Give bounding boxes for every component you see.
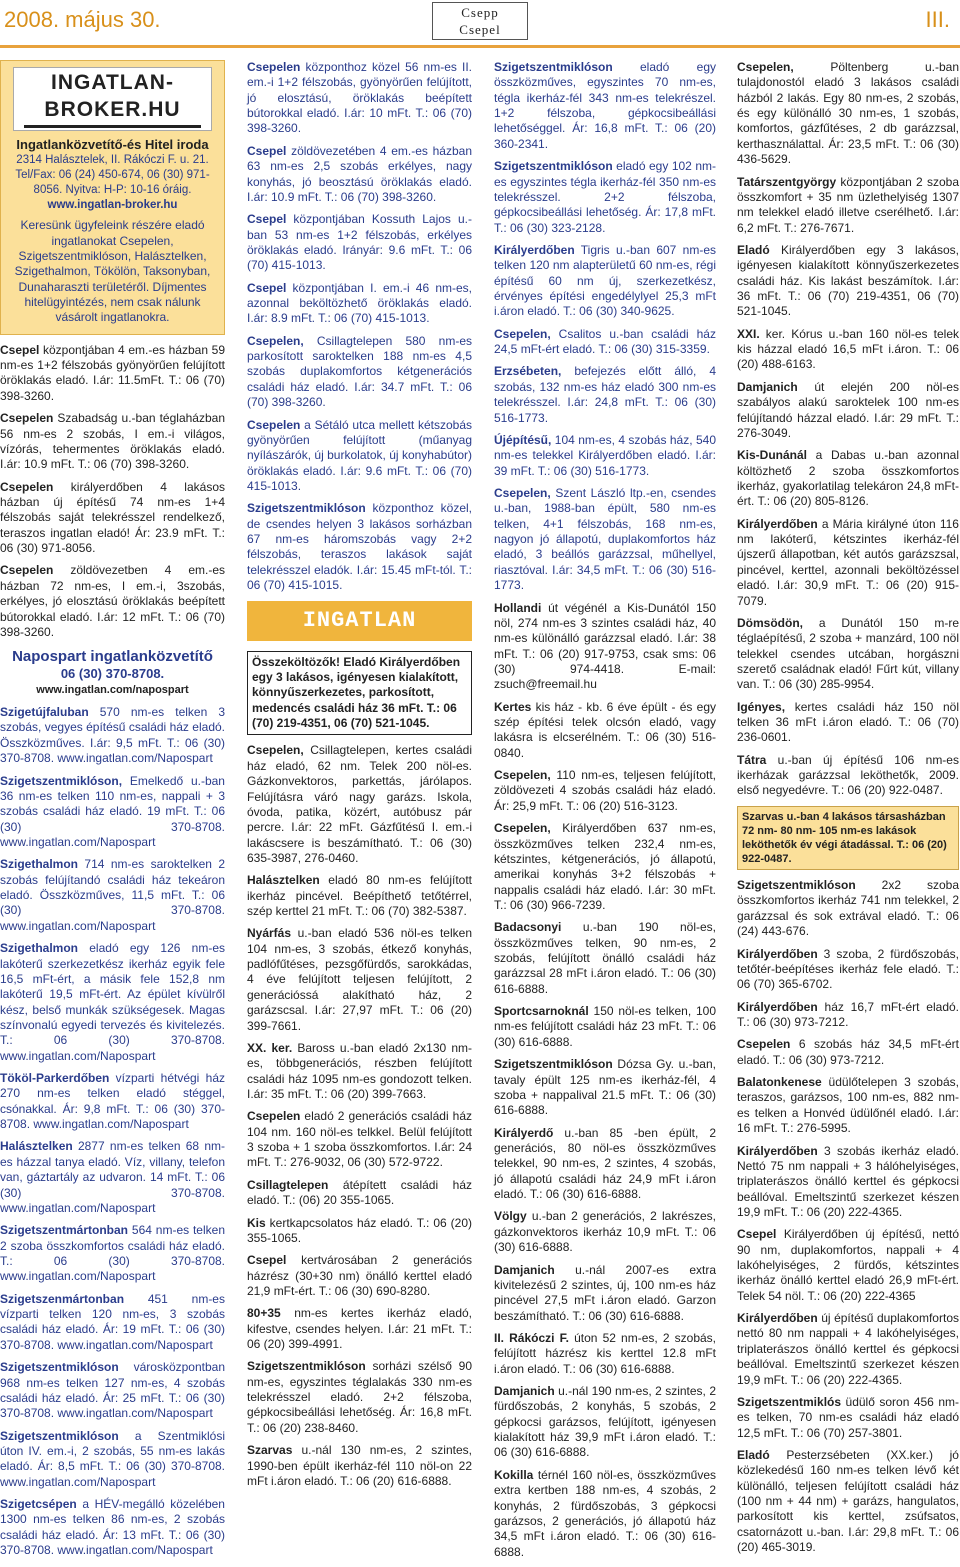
listing: Völgy u.-ban 2 generációs, 2 lakrészes, gázkonvektoros ikerház 10,9 mFt. T.: 06 (30) 616-6888. bbox=[494, 1209, 716, 1255]
listing: Dömsödön, a Dunától 150 m-re téglaépítésű, 2 szoba + manzárd, 100 nöl telekkel csendes utcában, horgászni szerető családnak eladó! Fűrt kút, villany van. T.: 06 (30) 285-9954. bbox=[737, 615, 959, 692]
listing: Halásztelken 2877 nm-es telken 68 nm-es házzal tanya eladó. Víz, villany, telefon van, gáztartály az udvaron. 14 mFt. T.: 06 (30) 370-8708. www.ingatlan.com/Napospart bbox=[0, 1139, 225, 1215]
listing: Csepelen, Szent László ltp.-en, csendes u.-ban, 1988-ban épült, 580 nm-es telken, 4+1 félszobás, 168 nm-es, nagyon jó állapotú, duplakomfortos ház eladó, 3 beállós garázzsal, műhellyel, riasztóval. I.ár: 34,5 mFt. T.: 06 (30) 516-1773. bbox=[494, 485, 716, 593]
broker-ad bbox=[0, 60, 225, 335]
listing: Damjanich út elején 200 nöl-es szabályos alakú saroktelek 100 nm-es felújítandó házzal eladó. I.ár: 29 mFt. T.: 276-3049. bbox=[737, 379, 959, 440]
highlight-box: Szarvas u.-ban 4 lakásos társasházban 72 nm- 80 nm- 105 nm-es lakások leköthetők év végi átadással. T.: 06 (20) 922-0487. bbox=[737, 806, 959, 870]
broker-ad-body: Keresünk ügyfeleink részére eladó ingatlanokat Csepelen, Szigetszentmiklóson, Halásztelken, Szigethalmon, Tökölön, Taksonyban, Dunaharaszti területéről. Díjmentes hitelügyintézés, nem csak nálunk vásárolt ingatlanokra. bbox=[14, 218, 211, 325]
column-3 bbox=[494, 60, 716, 1567]
listing: Csepel központjában I. em.-i 46 nm-es, azonnal beköltözhető öröklakás eladó. I.ár: 8.9 mFt. T.: 06 (70) 415-1013. bbox=[247, 280, 472, 326]
listing: Csepelen Szabadság u.-ban téglaházban 56 nm-es 2 szobás, I em.-i világos, vízórás, tehermentes öröklakás eladó. I.ár: 10.9 mFt. T.: 06 (70) 398-3260. bbox=[0, 411, 225, 472]
listing: Csepelen, Királyerdőben 637 nm-es, összközműves telken 232,4 nm-es, kétszintes, kétgenerációs, jó állapotú, amerikai konyhás 3+2 félszobás + nappalis családi ház eladó. I.ár: 30 mFt. T.: 06 (30) 966-7239. bbox=[494, 821, 716, 912]
listing: Csepelen 6 szobás ház 34,5 mFt-ért eladó. T.: 06 (30) 973-7212. bbox=[737, 1037, 959, 1067]
masthead-line1: Csepp bbox=[461, 5, 499, 20]
listing: Kis kertkapcsolatos ház eladó. T.: 06 (20) 355-1065. bbox=[247, 1215, 472, 1245]
listing: Tatárszentgyörgy központjában 2 szoba összkomfort + 35 nm üzlethelyiség 1307 nm telekkel eladó illetve cserélhető. I.ár: 6,2 mFt. T.: 276-7671. bbox=[737, 174, 959, 235]
listing: Damjanich u.-nál 190 nm-es, 2 szintes, 2 fürdőszobás, 2 konyhás, 5 szobás, 2 gépkocsi garázsos, felújított, igényesen kialakított ház 39,9 mFt i.áron eladó. T.: 06 (30) 616-6888. bbox=[494, 1384, 716, 1460]
listing: Erzsébeten, befejezés előtt álló, 4 szobás, 132 nm-es ház eladó 300 nm-es telekrésszel. I.ár: 24,8 mFt. T.: 06 (30) 516-1773. bbox=[494, 364, 716, 425]
napospart-phone: 06 (30) 370-8708. bbox=[60, 666, 165, 682]
listing: Királyerdőben Tigris u.-ban 607 nm-es telken 120 nm alapterületű 60 nm-es, régi építésű 60 nm új, szerkezetkész, érvényes építési engedélylyel 25,3 mFt i.áron eladó. T.: 06 (30) 340-9625. bbox=[494, 242, 716, 319]
listing: Csepelen, 110 nm-es, teljesen felújított, zöldövezeti 4 szobás családi ház eladó. Ár: 25,9 mFt. T.: 06 (20) 516-3123. bbox=[494, 768, 716, 813]
listing: Igényes, kertes családi ház 150 nöl telken 36 mFt i.áron eladó. T.: 06 (70) 236-0601. bbox=[737, 699, 959, 745]
column-1 bbox=[0, 60, 225, 1565]
listing: Szigetszentmiklóson 2x2 szoba összkomfortos ikerház 741 nm telekkel, 2 garázzsal és sok extrával eladó. T.: 06 (24) 443-676. bbox=[737, 878, 959, 939]
listing: Királyerdőben új építésű duplakomfortos nettó 80 nm nappali + 4 lakóhelyiséges, triplaterászos önálló kerttel és gépkocsi beállóval. Emeltszintű szerkezet készen 19,9 mFt. T.: 06 (20) 222-4365. bbox=[737, 1311, 959, 1387]
listing: Királyerdőben a Mária királyné úton 116 nm lakóterű, kétszintes ikerház-fél újszerű állapotban, két autós garázszsal, pincével, kerttel, azonnali beköltözéssel eladó. I.ár: 30,9 mFt. T.: 06 (20) 915-7079. bbox=[737, 516, 959, 608]
listing: Csillagtelepen átépített családi ház eladó. T.: (06) 20 355-1065. bbox=[247, 1177, 472, 1208]
broker-url: www.ingatlan-broker.hu bbox=[47, 198, 178, 211]
listing: Kertes kis ház - kb. 6 éve épült - és egy szép építési telek olcsón eladó, vagy lakásra is elcserélném. T.: 06 (30) 516-0840. bbox=[494, 699, 716, 760]
listing: Csepelen, Csillagtelepen 580 nm-es parkosított saroktelken 188 nm-es 4,5 szobás duplakomfortos kétgenerációs családi ház eladó. I.ár: 34.7 mFt. T.: 06 (70) 398-3260. bbox=[247, 333, 472, 410]
listing: Csepel központjában Kossuth Lajos u.-ban 53 nm-es 1+2 félszobás, erkélyes öröklakás eladó. Irányár: 9.6 mFt. T.: 06 (70) 415-1013. bbox=[247, 212, 472, 273]
page-header bbox=[0, 0, 960, 44]
listing: Szarvas u.-nál 130 nm-es, 2 szintes, 1990-ben épült ikerház-fél 110 nöl-on 22 mFt i.áron eladó. T.: 06 (20) 616-6888. bbox=[247, 1443, 472, 1488]
listing: Szigetszentmiklóson központhoz közel, de csendes helyen 3 lakásos sorházban 67 nm-es háromszobás vagy 2+2 félszobás, teraszos lakások saját telekrésszel eladók. I.ár: 15.45 mFt-tól. T.: 06 (70) 415-1015. bbox=[247, 501, 472, 593]
listing: Csepelen központhoz közel 56 nm-es II. em.-i 1+2 félszobás, gyönyörűen felújított, jó elosztású, öröklakás beépített bútorokkal eladó. I.ár: 10 mFt. T.: 06 (70) 398-3260. bbox=[247, 60, 472, 136]
listing: Csepel központjában 4 em.-es házban 59 nm-es 1+2 félszobás gyönyörűen felújított öröklakás eladó. I.ár: 11.5mFt. T.: 06 (70) 398-3260. bbox=[0, 342, 225, 403]
broker-ad-contact bbox=[7, 153, 218, 212]
broker-ad-title: Ingatlanközvetítő-és Hitel iroda bbox=[16, 136, 209, 152]
listing: Szigetszentmiklóson, Emelkedő u.-ban 36 nm-es telken 110 nm-es, nappali + 3 szobás családi ház eladó. 19 mFt. T.: 06 (30) 370-8708. www.ingatlan.com/Napospart bbox=[0, 773, 225, 849]
listing: Hollandi út végénél a Kis-Dunától 150 nöl, 274 nm-es 3 szintes családi ház, 40 nm-es különálló garázzsal eladó. I.ár: 38 mFt. T.: 06 (20) 917-9753, csak sms: 06 (30) 974-4418. E-mail: zsuch@freemail.hu bbox=[494, 600, 716, 692]
highlight-box: Összeköltözők! Eladó Királyerdőben egy 3 lakásos, igényesen kialakított, könnyűszerkezetes, parkosított, medencés családi ház 36 mFt. T.: 06 (70) 219-4351, 06 (70) 521-1045. bbox=[247, 651, 472, 736]
listing: 80+35 nm-es kertes ikerház eladó, kifestve, csendes helyen. I.ár: 21 mFt. T.: 06 (20) 399-4991. bbox=[247, 1306, 472, 1352]
listing: Királyerdőben 3 szoba, 2 fürdőszobás, tetőtér-beépítéses ikerház fele eladó. T.: 06 (70) 365-6702. bbox=[737, 946, 959, 992]
listing: Királyerdőben ház 16,7 mFt-ért eladó. T.: 06 (30) 973-7212. bbox=[737, 999, 959, 1029]
listing: Szigetszentmiklóson városközpontban 968 nm-es telken 127 nm-es, 4 szobás családi ház eladó. Ár: 25 mFt. T.: 06 (30) 370-8708. www.ingatlan.com/Napospart bbox=[0, 1360, 225, 1421]
listing: XXI. ker. Kórus u.-ban 160 nöl-es telek kis házzal eladó 16,5 mFt i.áron. T.: 06 (20) 488-6163. bbox=[737, 326, 959, 372]
listing: Csepel zöldövezetében 4 em.-es házban 63 nm-es 2,5 szobás erkélyes, nagy konyhás, jó beosztású öröklakás eladó. I.ár: 10.9 mFt. T.: 06 (70) 398-3260. bbox=[247, 143, 472, 204]
listing: Szigetszentmiklóson Dózsa Gy. u.-ban, tavaly épült 125 nm-es ikerház-fél, 4 szoba + nappalival 21.5 mFt. T.: 06 (30) 616-6888. bbox=[494, 1057, 716, 1118]
listing: Királyerdőben 3 szobás ikerház eladó. Nettó 75 nm nappali + 3 hálóhelyiséges, triplaterászos önálló kerttel és gépkocsi beállóval. Emeltszintű szerkezet készen 19,9 mFt. T.: 06 (20) 222-4365. bbox=[737, 1143, 959, 1219]
listing: Sportcsarnoknál 150 nöl-es telken, 100 nm-es felújított családi ház 23 mFt. T.: 06 (30) 616-6888. bbox=[494, 1004, 716, 1049]
masthead-line2: Csepel bbox=[459, 22, 501, 37]
listing: Csepelen zöldövezetben 4 em.-es házban 72 nm-es, I em.-i, 3szobás, erkélyes, jó elosztású öröklakás beépített bútorokkal eladó. I.ár: 12 mFt. T.: 06 (70) 398-3260. bbox=[0, 563, 225, 639]
broker-address: 2314 Halásztelek, II. Rákóczi F. u. 21. bbox=[16, 154, 209, 167]
issue-date: 2008. május 30. bbox=[4, 7, 161, 32]
listing: Szigetcsépen a HÉV-megálló közelében 1300 nm-es telken 86 nm-es, 2 szobás családi ház eladó. Ár: 13 mFt. T.: 06 (30) 370-8708. www.ingatlan.com/Napospart bbox=[0, 1497, 225, 1558]
listing: Tátra u.-ban új építésű 106 nm-es ikerházak garázzsal leköthetők, 2009. első negyedévre. T.: 06 (20) 922-0487. bbox=[737, 752, 959, 798]
listing: Eladó Pesterzsébeten (XX.ker.) jó közlekedésű 160 nm-es telken lévő két különálló, teljesen felújított családi ház (100 nm + 44 nm) + garázs, hangulatos, parkosított kis kerttel, zsúfsatos, csatornázott u.-ban. I.ár: 29,8 mFt. T.: 06 (20) 465-3019. bbox=[737, 1447, 959, 1555]
listing: Tököl-Parkerdőben vízparti hétvégi ház 270 nm-es telken eladó stéggel, csónakkal. Ár: 9,8 mFt. T.: 06 (30) 370-8708. www.ingatlan.com/Napospart bbox=[0, 1071, 225, 1132]
listing: Szigetújfaluban 570 nm-es telken 3 szobás, vegyes építésű családi ház eladó. Összközműves. I.ár: 9,5 mFt. T.: 06 (30) 370-8708. www.ingatlan.com/Napospart bbox=[0, 705, 225, 766]
ingatlan-banner: INGATLAN bbox=[247, 601, 472, 641]
listing: Kis-Dunánál a Dabas u.-ban azonnal költözhető 2 szoba összkomfortos ikerház, gyakorlatilag telekáron 24,8 mFt-ért. T.: 06 (20) 805-8126. bbox=[737, 448, 959, 509]
listing: Balatonkenese üdülőtelepen 3 szobás, teraszos, garázsos, 100 nm-es, 882 nm-es telken a Honvéd üdülőnél eladó. I.ár: 16 mFt. T.: 276-5995. bbox=[737, 1075, 959, 1136]
listing: Szigetszentmiklóson eladó egy összközműves, egyszintes 70 nm-es, tégla ikerház-fél 343 nm-es telekrészel. 1+2 félszoba, gépkocsibeállási lehetőséggel. Ár: 16,8 mFt. T.: 06 (20) 360-2341. bbox=[494, 60, 716, 151]
napospart-url: www.ingatlan.com/napospart bbox=[36, 684, 189, 697]
listing: Szigetszentmiklóson sorházi szélső 90 nm-es, egyszintes téglalakás 330 nm-es telekrésszel eladó. 2+2 félszoba, gépkocsibeállási lehetőség. Ár: 16,8 mFt. T.: 06 (20) 238-8460. bbox=[247, 1359, 472, 1435]
listing: XX. ker. Baross u.-ban eladó 2x130 nm-es, többgenerációs, részben felújított családi ház 1095 nm-es gondozott telken. I.ár: 35 mFt. T.: 06 (20) 399-7663. bbox=[247, 1040, 473, 1101]
listing: Csepelen a Sétáló utca mellett kétszobás gyönyörűen felújított (műanyag nyílászárók, új burkolatok, új konyhabútor) öröklakás eladó. I.ár: 9.6 mFt. T.: 06 (70) 415-1013. bbox=[247, 417, 472, 493]
listing: Szigetszenmártonban 451 nm-es vízparti telken 120 nm-es, 3 szobás családi ház eladó. Ár: 19 mFt. T.: 06 (30) 370-8708. www.ingatlan.com/Napospart bbox=[0, 1291, 225, 1352]
listing: Újépítésű, 104 nm-es, 4 szobás ház, 540 nm-es telekkel Királyerdőben eladó. I.ár: 39 mFt. T.: 06 (30) 516-1773. bbox=[494, 432, 717, 478]
listing: Nyárfás u.-ban eladó 536 nöl-es telken 104 nm-es, 3 szobás, étkező konyhás, padlófűtéses, pezsgőfürdős, sarokkádas, 4 éve felújított teljesen felújított, 2 generációssá alakítható ház, 2 garázscsal. I.ár: 27,97 mFt. T.: 06 (20) 399-7661. bbox=[247, 926, 472, 1033]
listing: Eladó Királyerdőben egy 3 lakásos, igényesen kialakított könnyűszerkezetes családi ház. Kis lakást beszámítok. I.ár: 36 mFt. T.: 06 (70) 219-4351, 06 (70) 521-1045. bbox=[737, 242, 959, 319]
listing: Szigetszentmiklóson a Szentmiklósi úton IV. em.-i, 2 szobás, 55 nm-es lakás eladó. Ár: 8,5 mFt. T.: 06 (30) 370-8708. www.ingatlan.com/Napospart bbox=[0, 1428, 225, 1489]
listing: Csepelen királyerdőben 4 lakásos házban új építésű 74 nm-es 1+4 félszobás saját telekrésszel rendelkező, teraszos ingatlan eladó! Ár: 23.9 mFt. T.: 06 (30) 971-8056. bbox=[0, 479, 225, 556]
listing: Kokilla térnél 160 nöl-es, összközműves extra kertben 188 nm-es, 4 szobás, 2 konyhás, 2 fürdőszobás, 3 gépkocsi garázsos, 2 generációs, jó állapotú ház 34,5 mFt i.áron eladó. T.: 06 (30) 616-6888. bbox=[494, 1467, 717, 1559]
broker-logo: INGATLAN-BROKER.HU bbox=[13, 67, 212, 131]
listing: Szigetszentmiklóson eladó egy 102 nm-es egyszintes tégla ikerház-fél 350 nm-es telekrésszel. 2+2 félszoba, gépkocsibeállási lehetőség. Ár: 17,8 mFt. T.: 06 (30) 323-2128. bbox=[494, 159, 716, 235]
listing: Királyerdő u.-ban 85 -ben épült, 2 generációs, 80 nöl-es összközműves telekkel, 90 nm-es, 2 szintes, 4 szobás, jó állapotú családi ház 24,9 mFt i.áron eladó. T.: 06 (30) 616-6888. bbox=[494, 1125, 716, 1202]
column-4 bbox=[737, 60, 959, 1563]
header-rule bbox=[0, 45, 960, 48]
broker-phone-hours: Tel/Fax: 06 (24) 450-674, 06 (30) 971-8056. Nyitva: H-P: 10-16 óráig. bbox=[15, 169, 210, 196]
column-2 bbox=[247, 60, 472, 1496]
napospart-title: Napospart ingatlanközvetítő bbox=[12, 648, 213, 666]
listing: Szigetszentmártonban 564 nm-es telken 2 szoba összkomfortos családi ház eladó. T.: 06 (30) 370-8708. www.ingatlan.com/Napospart bbox=[0, 1223, 225, 1284]
listing: Szigetszentmiklós üdülő soron 456 nm-es telken, 70 nm-es családi ház eladó 12,5 mFt. T.: 06 (70) 257-3801. bbox=[737, 1394, 959, 1440]
listing: Badacsonyi u.-ban 190 nöl-es, összközműves telken, 90 nm-es, 2 szobás, felújított önálló családi ház garázzsal 28 mFt i.áron eladó. T.: 06 (30) 616-6888. bbox=[494, 920, 716, 996]
listing: Csepelen eladó 2 generációs családi ház 104 nm. 160 nöl-es telkkel. Belül felújított 3 szoba + 1 szoba összkomfortos. I.ár: 24 mFt. T.: 276-9032, 06 (30) 572-9722. bbox=[247, 1109, 472, 1170]
listing: Csepel kertvárosában 2 generációs házrész (30+30 nm) önálló kerttel eladó 21,9 mFt-ért. T.: 06 (30) 690-8280. bbox=[247, 1253, 473, 1298]
masthead bbox=[432, 2, 528, 40]
listing: Szigethalmon eladó egy 126 nm-es lakóterű szerkezetkész ikerház egyik fele 16,5 mFt-ért, a másik fele 152,8 nm lakóterű 19,5 mFt-ért. Az épület kívülről kész, belső munkák szükségesek. Magas színvonalú egyedi tervezés és kivitelezés. T.: 06 (30) 370-8708. www.ingatlan.com/Napospart bbox=[0, 941, 225, 1063]
listing: Halásztelken eladó 80 nm-es felújított ikerház pincével. Beépíthető tetőtérrel, szép kerttel 21 mFt. T.: 06 (70) 382-5387. bbox=[247, 873, 472, 919]
listing: Csepelen, Pöltenberg u.-ban tulajdonostól eladó 3 lakásos családi házból 2 lakás. Egy 80 nm-es, 2 szobás, és egy különálló 30 nm-es, 1 szobás, komfortos, gázfűtéses, 2 db garázzsal, kerthasználattal. Ár: 23,5 mFt. T.: 06 (30) 436-5629. bbox=[737, 60, 959, 167]
page-number: III. bbox=[925, 7, 950, 32]
listing: Csepelen, Csillagtelepen, kertes családi ház eladó, 62 nm. Telek 200 nöl-es. Gázkonvektoros, parkettás, járólapos. Felújításra váró nagy garázs. Iskola, óvoda, patika, közért, autóbusz pár percre. I.ár: 22 mFt. Gázfűtésű I. em.-i lakáscsere is beszámítható. T.: 06 (30) 635-3987, 276-0460. bbox=[247, 743, 472, 865]
listing: Csepel Királyerdőben új építésű, nettó 90 nm, duplakomfortos, nappali + 4 lakóhelyiséges, 2 fürdős, kétszintes ikerház önálló kerttel eladó 26,9 mFt-ért. Telek 54 nöl. T.: 06 (20) 222-4365 bbox=[737, 1227, 959, 1303]
listing: Csepelen, Csalitos u.-ban családi ház 24,5 mFt-ért eladó. T.: 06 (30) 315-3359. bbox=[494, 326, 716, 357]
listing: Damjanich u.-nál 2007-es extra kivitelezésű 2 szintes, új, 100 nm-es ház pincével 27,5 mFt i.áron eladó. Garzon beszámítható. T.: 06 (30) 616-6888. bbox=[494, 1262, 716, 1323]
listing: Szigethalmon 714 nm-es saroktelken 2 szobás felújítandó családi ház tekeáron eladó. Összközműves, 11,5 mFt. T.: 06 (30) 370-8708. www.ingatlan.com/Napospart bbox=[0, 857, 225, 933]
listing: II. Rákóczi F. úton 52 nm-es, 2 szobás, felújított házrész kis kerttel 12.8 mFt i.áron eladó. T.: 06 (30) 616-6888. bbox=[494, 1330, 717, 1376]
